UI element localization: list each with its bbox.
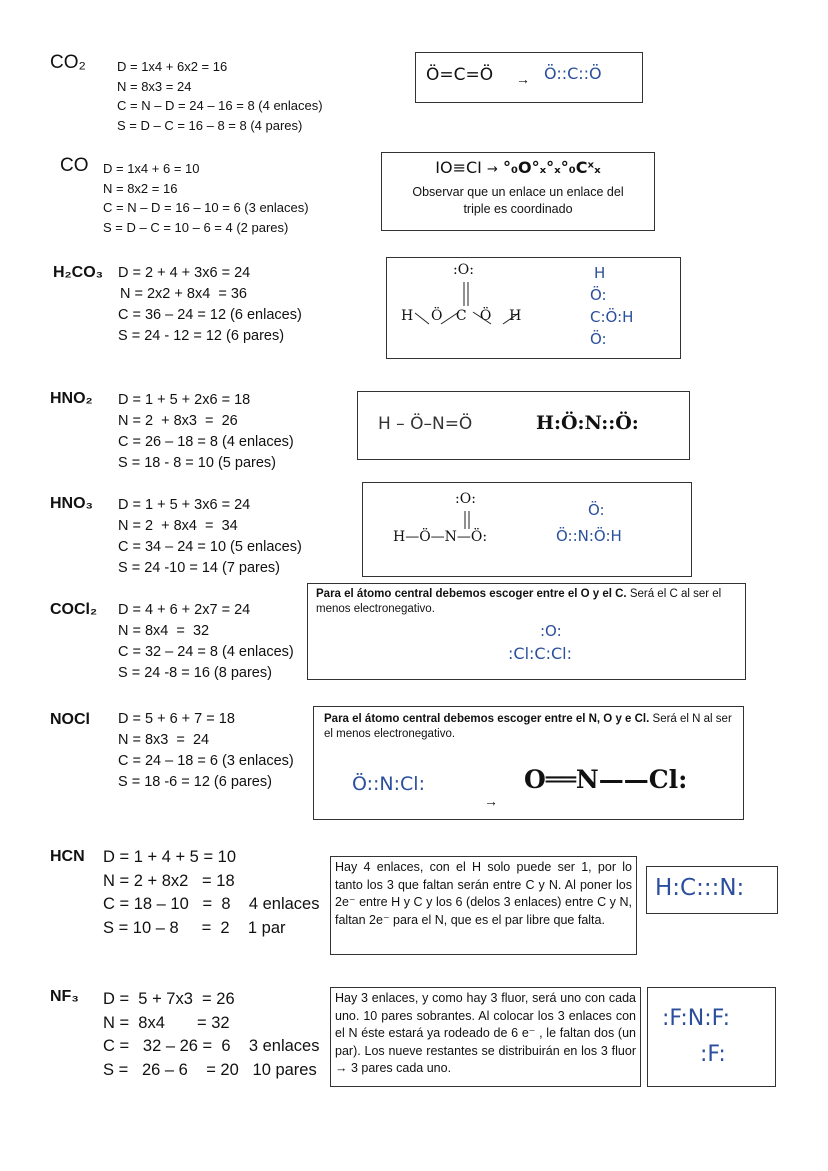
formula: NF₃: [50, 988, 79, 1005]
calc-line: D = 4 + 6 + 2x7 = 24: [118, 602, 251, 618]
calc-line: C = 26 – 18 = 8 (4 enlaces): [118, 434, 294, 450]
calc-line: D = 1 + 5 + 2x6 = 18: [118, 392, 251, 408]
dot-line: H: [594, 264, 606, 282]
calc-line: D = 5 + 7x3 = 26: [103, 990, 235, 1008]
formula: NOCl: [50, 711, 90, 728]
structural-formula-top: :O:: [453, 262, 474, 278]
electron-dot-structure: :Cl:C:Cl:: [508, 644, 572, 663]
diagram-note: [314, 707, 743, 747]
lewis-diagram-box: [646, 866, 778, 914]
formula: CO₂: [50, 52, 86, 73]
calc-line: S = 10 – 8 = 2 1 par: [103, 918, 286, 937]
calc-line: C = 34 – 24 = 10 (5 enlaces): [118, 539, 302, 555]
calculation: [118, 709, 294, 793]
calculation: [103, 846, 319, 940]
electron-dot-structure: °₀O°ₓ°ₓ°₀Cˣₓ: [502, 158, 601, 177]
calc-line: C = 18 – 10 = 8 4 enlaces: [103, 895, 320, 913]
lewis-diagram-box: [362, 482, 692, 577]
calc-line: D = 1 + 4 + 5 = 10: [103, 848, 237, 866]
calc-line: N = 8x2 = 16: [103, 180, 178, 196]
lewis-diagram-box: [313, 706, 744, 820]
lewis-diagram-box: [415, 52, 643, 103]
lewis-diagram-box: [386, 257, 681, 359]
calc-line: N = 2 + 8x4 = 34: [118, 518, 238, 534]
electron-dot-structure: :F:N:F:: [662, 1006, 730, 1031]
calc-line: N = 2 + 8x2 = 18: [103, 871, 235, 890]
electron-dot-bottom: :F:: [700, 1042, 726, 1067]
calc-line: D = 5 + 6 + 7 = 18: [118, 711, 235, 727]
calc-line: N = 8x4 = 32: [103, 1013, 230, 1032]
structural-formula: H – Ö–N=Ö: [378, 414, 473, 434]
calc-line: D = 1x4 + 6 = 10: [103, 161, 200, 176]
calculation: [117, 57, 323, 135]
calc-line: N = 2x2 + 8x4 = 36: [120, 286, 247, 302]
calculation: [118, 390, 294, 474]
calc-line: C = N – D = 16 – 10 = 6 (3 enlaces): [103, 200, 309, 215]
calc-line: S = 18 - 8 = 10 (5 pares): [118, 455, 276, 471]
calc-line: S = 24 - 12 = 12 (6 pares): [118, 328, 285, 344]
calc-line: N = 8x3 = 24: [117, 78, 192, 94]
electron-dot-structure: Ö::N:Ö:H: [556, 527, 622, 545]
calc-line: C = 24 – 18 = 6 (3 enlaces): [118, 753, 294, 769]
arrow-icon: →: [486, 162, 498, 177]
calc-line: S = 24 -10 = 14 (7 pares): [118, 560, 281, 576]
structural-formula: Ö=C=Ö: [426, 65, 494, 85]
structural-formula-top: :O:: [455, 491, 476, 507]
formula: HNO₃: [50, 495, 93, 512]
calc-line: S = 26 – 6 = 20 10 pares: [103, 1060, 317, 1079]
calc-line: S = D – C = 16 – 8 = 8 (4 pares): [117, 117, 303, 133]
electron-dot-structure: H:C:::N:: [655, 875, 745, 901]
structural-formula: IO≡CI: [435, 158, 482, 177]
formula: H₂CO₃: [53, 264, 104, 281]
calc-line: S = 24 -8 = 16 (8 pares): [118, 665, 272, 681]
calc-line: S = 18 -6 = 12 (6 pares): [118, 774, 272, 790]
formula: CO: [60, 155, 89, 176]
dot-line: C:Ö:H: [590, 308, 634, 326]
dot-line: Ö:: [590, 286, 607, 304]
calc-line: N = 8x3 = 24: [118, 732, 210, 748]
lewis-diagram-box: [381, 152, 655, 231]
note-bold: Para el átomo central debemos escoger entre el N, O y e Cl.: [324, 713, 650, 725]
structural-formula: H—Ö—N—Ö:: [393, 529, 488, 545]
lewis-diagram-box: [357, 391, 690, 460]
electron-dot-top: :O:: [540, 622, 562, 640]
electron-dot-top: Ö:: [588, 501, 605, 519]
calc-line: C = 32 – 26 = 6 3 enlaces: [103, 1037, 320, 1055]
calculation: [103, 159, 309, 237]
diagram-note: [308, 584, 745, 620]
calc-line: N = 8x4 = 32: [118, 623, 210, 639]
dot-line: Ö:: [590, 330, 607, 348]
calc-line: C = 32 – 24 = 8 (4 enlaces): [118, 644, 294, 660]
formula: HCN: [50, 848, 85, 865]
calc-line: D = 1x4 + 6x2 = 16: [117, 59, 228, 74]
calc-line: C = 36 – 24 = 12 (6 enlaces): [118, 307, 302, 323]
note-text: Será el N al ser el menos electronegativo.: [324, 713, 732, 740]
calc-line: D = 2 + 4 + 3x6 = 24: [118, 265, 251, 281]
calc-line: N = 2 + 8x3 = 26: [118, 413, 238, 429]
electron-dot-structure: Ö::N:Cl:: [352, 773, 425, 795]
calc-line: S = D – C = 10 – 6 = 4 (2 pares): [103, 219, 289, 235]
calc-line: C = N – D = 24 – 16 = 8 (4 enlaces): [117, 98, 323, 113]
formula: COCl₂: [50, 601, 98, 618]
explanation-box: Hay 3 enlaces, y como hay 3 fluor, será uno con cada uno. 10 pares sobrantes. Al colocar los 3 enlaces con el N éste estará ya rodeado de 6 e⁻ , le faltan dos (un par). Los nueve restantes se distribuirán en los 3 fluor → 3 pares cada uno.: [330, 987, 641, 1087]
explanation-box: Hay 4 enlaces, con el H solo puede ser 1, por lo tanto los 3 que faltan serán entre C y N. Al poner los 2e⁻ entre H y C y los 6 (delos 3 enlaces) entre C y N, faltan 2e⁻ para el N, que es el par libre que falta.: [330, 856, 637, 955]
lewis-diagram-box: [307, 583, 746, 680]
calculation: [103, 988, 319, 1082]
arrow-icon: →: [516, 71, 530, 87]
electron-dot-structure: [590, 262, 633, 350]
arrow-icon: →: [484, 793, 498, 809]
structural-formula: H Ö C Ö H: [401, 308, 522, 324]
calc-line: D = 1 + 5 + 3x6 = 24: [118, 497, 251, 513]
diagram-note: Observar que un enlace un enlace del triple es coordinado: [412, 185, 624, 216]
structural-formula: O══N——Cl:: [524, 765, 688, 794]
note-bold: Para el átomo central debemos escoger entre el O y el C.: [316, 588, 627, 600]
note-text: Será el C al ser el menos electronegativo.: [316, 588, 722, 615]
electron-dot-structure: Ö::C::Ö: [544, 64, 602, 83]
calculation: [118, 600, 294, 684]
calculation: [118, 263, 302, 347]
calculation: [118, 495, 302, 579]
electron-dot-structure: H:Ö:N::Ö:: [536, 412, 639, 434]
formula: HNO₂: [50, 390, 93, 407]
lewis-diagram-box: [647, 987, 776, 1087]
